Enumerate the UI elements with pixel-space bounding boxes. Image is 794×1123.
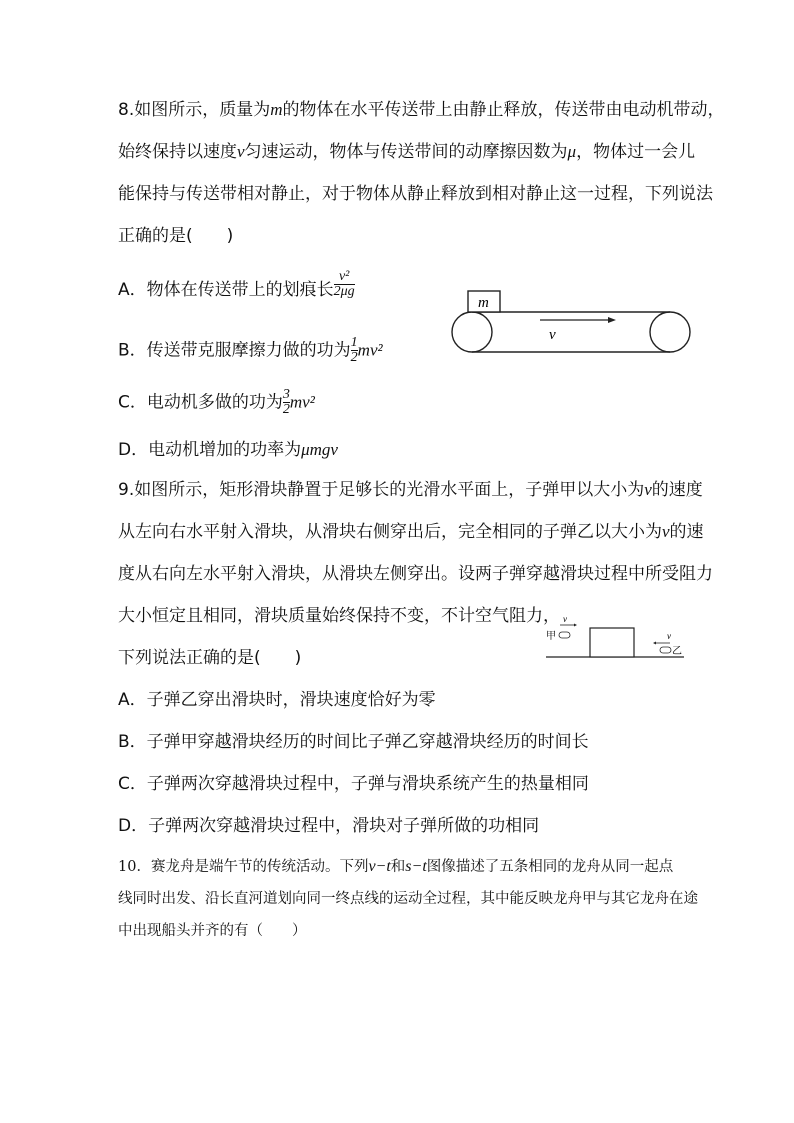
slider-block (590, 628, 634, 657)
q8-line-4: 正确的是( ) (118, 226, 234, 246)
text: 10．赛龙舟是端午节的传统活动。下列 (118, 859, 369, 875)
velocity-symbol: v (662, 522, 670, 541)
fraction-denominator: 2μg (333, 283, 355, 299)
block-label: m (478, 295, 489, 311)
fraction-denominator: 2 (350, 350, 358, 365)
q9-option-c[interactable]: C．子弹两次穿越滑块过程中，子弹与滑块系统产生的热量相同 (118, 774, 589, 794)
q8-line-1 (118, 100, 725, 120)
option-d-formula: μmgv (301, 440, 338, 459)
q9-line-1 (118, 480, 703, 500)
q9-option-d[interactable]: D．子弹两次穿越滑块过程中，滑块对子弹所做的功相同 (118, 816, 540, 836)
option-d-text: D．电动机增加的功率为 (118, 440, 302, 460)
text: 8.如图所示，质量为 (118, 100, 271, 120)
velocity-symbol: v (237, 142, 245, 161)
left-pulley (452, 312, 492, 352)
q10-line-2: 线同时出发、沿长直河道划向同一终点线的运动全过程，其中能反映龙舟甲与其它龙舟在途 (118, 891, 698, 907)
text: 的物体在水平传送带上由静止释放，传送带由电动机带动， (282, 100, 725, 120)
arrow-head (574, 624, 577, 627)
bullet-yi (660, 647, 671, 653)
right-pulley (650, 312, 690, 352)
bullet-yi-velocity: v (667, 631, 671, 641)
q8-option-d[interactable] (118, 440, 338, 460)
option-b-formula: mv² (357, 340, 383, 360)
text: 的速度 (651, 480, 703, 500)
velocity-label: v (549, 327, 556, 343)
q9-line-5: 下列说法正确的是( ) (118, 648, 302, 668)
option-b-fraction (351, 336, 358, 365)
text: 图像描述了五条相同的龙舟从同一起点 (426, 859, 674, 875)
fraction-numerator: v² (338, 268, 350, 284)
text: ，物体过一会儿 (576, 142, 696, 162)
conveyor-belt-figure (448, 286, 696, 358)
q9-option-b[interactable]: B．子弹甲穿越滑块经历的时间比子弹乙穿越滑块经历的时间长 (118, 732, 589, 752)
fraction-denominator: 2 (282, 402, 290, 417)
q8-line-2 (118, 142, 695, 162)
q8-line-3: 能保持与传送带相对静止，对于物体从静止释放到相对静止这一过程，下列说法 (118, 184, 713, 204)
bullet-jia-velocity: v (563, 614, 567, 624)
bullet-jia-label: 甲 (546, 631, 556, 642)
bullet-jia (559, 632, 570, 638)
option-b-text: B．传送带克服摩擦力做的功为 (118, 340, 351, 361)
q8-option-c[interactable] (118, 388, 315, 417)
text: 的速 (669, 522, 704, 542)
fraction-numerator: 1 (350, 335, 358, 350)
velocity-symbol: v (644, 480, 652, 499)
vt-graph-label: v−t (368, 858, 391, 875)
q9-option-a[interactable]: A．子弹乙穿出滑块时，滑块速度恰好为零 (118, 690, 436, 710)
option-c-formula: mv² (289, 392, 315, 412)
q10-line-1 (118, 857, 673, 877)
text: 从左向右水平射入滑块，从滑块右侧穿出后，完全相同的子弹乙以大小为 (118, 522, 662, 542)
option-a-text: A．物体在传送带上的划痕长 (118, 280, 334, 300)
bullet-slider-figure (544, 614, 686, 662)
q9-line-2 (118, 522, 704, 542)
text: 匀速运动，物体与传送带间的动摩擦因数为 (244, 142, 568, 162)
fraction-numerator: 3 (282, 387, 290, 402)
mu-symbol: μ (567, 142, 577, 161)
bullet-yi-label: 乙 (672, 646, 682, 657)
arrow-head (653, 642, 656, 645)
text: 9.如图所示，矩形滑块静置于足够长的光滑水平面上，子弹甲以大小为 (118, 480, 645, 500)
st-graph-label: s−t (405, 858, 427, 875)
q8-option-a[interactable] (118, 268, 355, 300)
q9-line-3: 度从右向左水平射入滑块，从滑块左侧穿出。设两子弹穿越滑块过程中所受阻力 (118, 564, 713, 584)
q10-line-3: 中出现船头并齐的有（ ） (118, 923, 307, 939)
arrow-head (608, 317, 616, 323)
mass-symbol: m (270, 100, 283, 119)
option-c-text: C．电动机多做的功为 (118, 392, 283, 413)
q9-line-4: 大小恒定且相同，滑块质量始终保持不变，不计空气阻力， (118, 606, 560, 626)
option-a-fraction (334, 270, 355, 299)
text: 始终保持以速度 (118, 142, 237, 162)
option-c-fraction (283, 388, 290, 417)
q8-option-b[interactable] (118, 336, 383, 365)
text: 和 (390, 859, 406, 875)
